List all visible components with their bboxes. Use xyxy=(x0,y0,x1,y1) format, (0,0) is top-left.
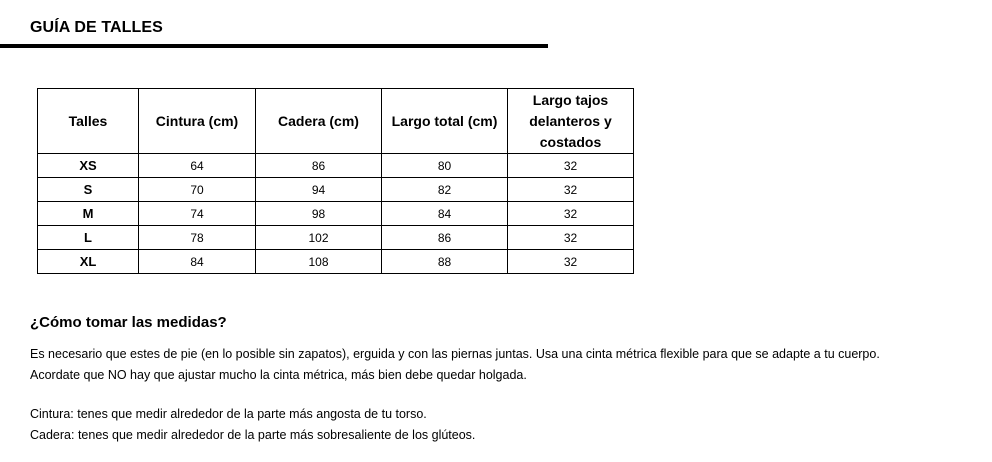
table-row xyxy=(38,250,634,274)
cintura-value: 74 xyxy=(139,202,256,226)
cintura-value: 70 xyxy=(139,178,256,202)
cadera-definition: Cadera: tenes que medir alrededor de la parte más sobresaliente de los glúteos. xyxy=(30,428,476,442)
largo-total-value: 82 xyxy=(382,178,508,202)
size-label: L xyxy=(38,226,139,250)
largo-total-value: 88 xyxy=(382,250,508,274)
instruction-line: Acordate que NO hay que ajustar mucho la cinta métrica, más bien debe quedar holgada. xyxy=(30,368,527,382)
measurement-heading: ¿Cómo tomar las medidas? xyxy=(30,314,227,331)
title-divider xyxy=(0,44,548,48)
largo-total-value: 80 xyxy=(382,154,508,178)
table-row xyxy=(38,226,634,250)
cintura-value: 64 xyxy=(139,154,256,178)
header-largo-total: Largo total (cm) xyxy=(382,89,508,154)
cadera-value: 86 xyxy=(256,154,382,178)
cintura-value: 84 xyxy=(139,250,256,274)
table-row xyxy=(38,178,634,202)
cadera-value: 102 xyxy=(256,226,382,250)
largo-tajos-value: 32 xyxy=(508,250,634,274)
header-talles: Talles xyxy=(38,89,139,154)
largo-tajos-value: 32 xyxy=(508,226,634,250)
size-label: XS xyxy=(38,154,139,178)
table-header-row xyxy=(38,89,634,154)
measurement-instructions xyxy=(30,344,880,386)
cadera-value: 94 xyxy=(256,178,382,202)
largo-total-value: 84 xyxy=(382,202,508,226)
page-title: GUÍA DE TALLES xyxy=(30,19,163,36)
cintura-definition: Cintura: tenes que medir alrededor de la parte más angosta de tu torso. xyxy=(30,407,427,421)
size-label: XL xyxy=(38,250,139,274)
cadera-value: 108 xyxy=(256,250,382,274)
instruction-line: Es necesario que estes de pie (en lo posible sin zapatos), erguida y con las piernas juntas. Usa una cinta métrica flexible para que se adapte a tu cuerpo. xyxy=(30,347,880,361)
size-label: S xyxy=(38,178,139,202)
largo-tajos-value: 32 xyxy=(508,178,634,202)
largo-tajos-value: 32 xyxy=(508,154,634,178)
size-label: M xyxy=(38,202,139,226)
cadera-value: 98 xyxy=(256,202,382,226)
table-row xyxy=(38,202,634,226)
header-cadera: Cadera (cm) xyxy=(256,89,382,154)
size-chart-table xyxy=(37,88,634,274)
header-cintura: Cintura (cm) xyxy=(139,89,256,154)
largo-total-value: 86 xyxy=(382,226,508,250)
table-row xyxy=(38,154,634,178)
largo-tajos-value: 32 xyxy=(508,202,634,226)
cintura-value: 78 xyxy=(139,226,256,250)
header-largo-tajos: Largo tajos delanteros y costados xyxy=(508,89,634,154)
measurement-definitions xyxy=(30,404,475,446)
